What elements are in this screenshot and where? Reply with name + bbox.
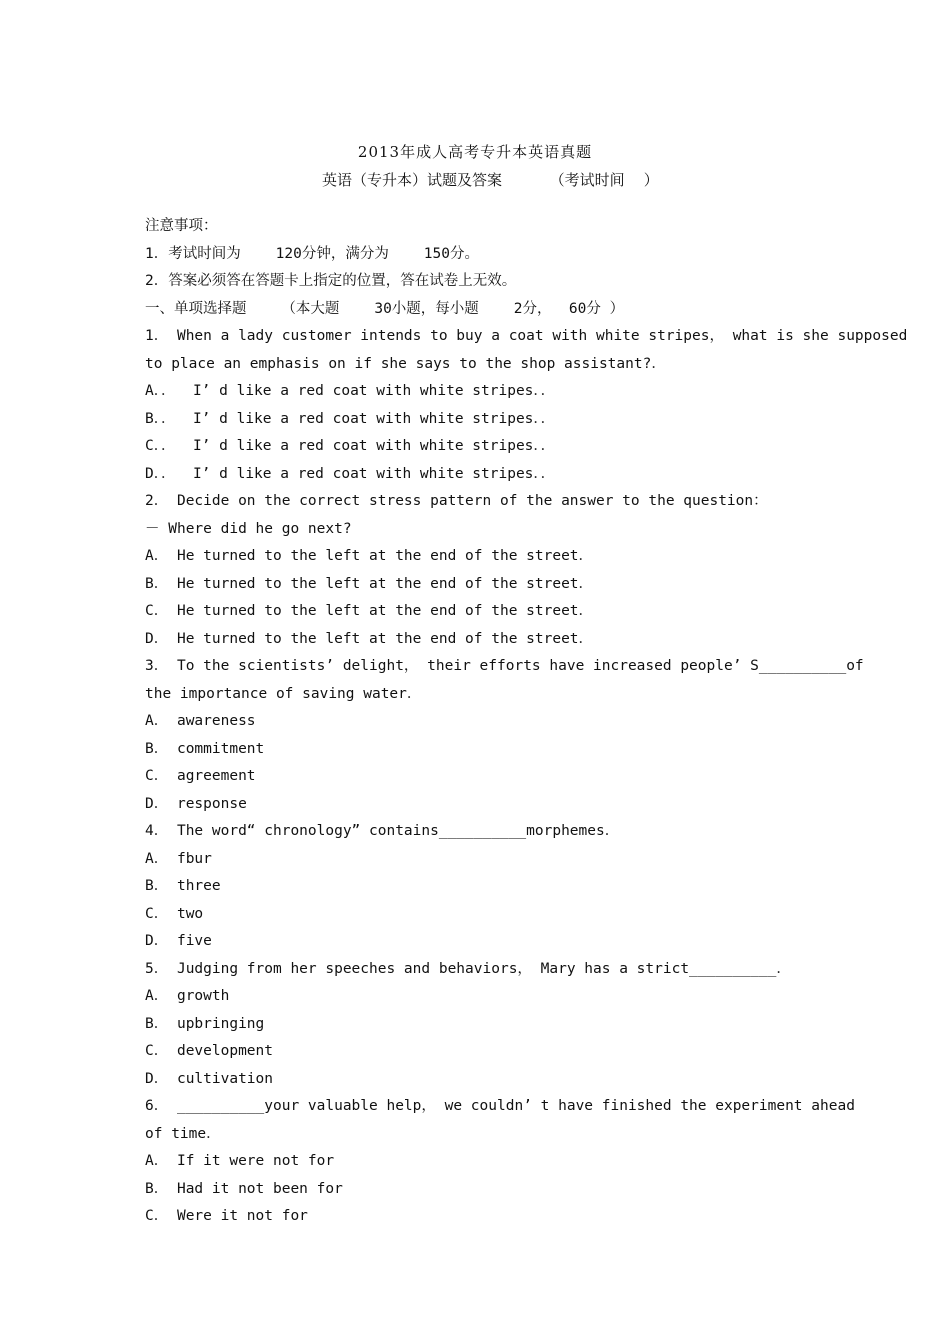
text-line: D． He turned to the left at the end of the street． <box>145 630 594 647</box>
text-line: B．． I’ d like a red coat with white stripes．． <box>145 410 556 427</box>
text-line: 1． When a lady customer intends to buy a coat with white stripes， what is she supposed <box>145 328 908 344</box>
text-line: of time． <box>145 1125 221 1142</box>
text-line: B． three <box>145 878 221 894</box>
text-line: 2． Decide on the correct stress pattern of the answer to the question： <box>145 493 768 509</box>
text-line: B． commitment <box>145 740 265 757</box>
text-line: 一、单项选择题 （本大题 30小题，每小题 2分， 60分 ） <box>145 300 625 317</box>
text-line: the importance of saving water． <box>145 685 422 702</box>
text-line: 4． The word“ chronology” contains__________morphemes． <box>145 823 620 839</box>
text-line: B． upbringing <box>145 1015 265 1032</box>
text-line: 注意事项： <box>145 218 218 234</box>
text-line: B． He turned to the left at the end of the street． <box>145 575 594 592</box>
text-line: A． growth <box>145 988 230 1004</box>
text-line: － Where did he go next? <box>145 520 352 537</box>
text-line: A． He turned to the left at the end of the street． <box>145 548 594 564</box>
text-line: C． Were it not for <box>145 1208 308 1224</box>
text-line: C． He turned to the left at the end of the street． <box>145 603 594 619</box>
document-body <box>145 213 908 1231</box>
text-line: C． agreement <box>145 768 256 784</box>
text-line: C． two <box>145 905 204 922</box>
exam-subtitle: 英语（专升本）试题及答案 （考试时间 ） <box>322 171 659 189</box>
text-line: 6． __________your valuable help， we couldn’ t have finished the experiment ahead <box>145 1098 855 1114</box>
text-line: A．． I’ d like a red coat with white stripes．． <box>145 383 556 399</box>
text-line: to place an emphasis on if she says to the shop assistant?． <box>145 355 666 372</box>
text-line: C． development <box>145 1043 273 1059</box>
text-line: 3． To the scientists’ delight， their efforts have increased people’ S__________of <box>145 658 864 674</box>
text-line: D． response <box>145 795 247 812</box>
text-line: 1．考试时间为 120分钟，满分为 150分。 <box>145 245 479 262</box>
text-line: 5． Judging from her speeches and behaviors， Mary has a strict__________． <box>145 960 791 977</box>
text-line: A． awareness <box>145 713 256 729</box>
exam-title: 2013年成人高考专升本英语真题 <box>357 143 593 161</box>
text-line: A． fbur <box>145 850 212 867</box>
text-line: D． cultivation <box>145 1070 273 1087</box>
text-line: 2．答案必须答在答题卡上指定的位置，答在试卷上无效。 <box>145 273 517 289</box>
text-line: B． Had it not been for <box>145 1180 343 1197</box>
text-line: D．． I’ d like a red coat with white stripes．． <box>145 465 556 482</box>
text-line: A． If it were not for <box>145 1153 335 1169</box>
text-line: D． five <box>145 933 212 949</box>
text-line: C．． I’ d like a red coat with white stripes．． <box>145 438 556 454</box>
